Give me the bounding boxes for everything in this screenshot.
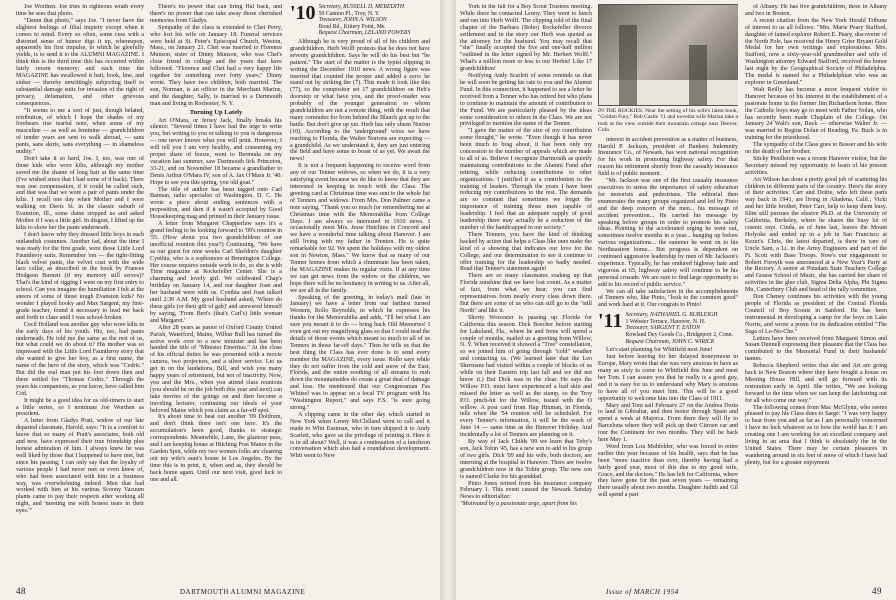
rockies-photo [598,4,738,106]
paragraph: A letter from Margaret Chapperlaw says it's a grand feeling to be looking forward to '09's reunion in '55. (How about you two grandchildren of our unofficial reunion this year?) Continuing, "We have as our guest for nine weeks Carl Sheldon's daughter Cynthia, who is a sophomore at Bennington College. Her course requires outside work to do, so she is with Time magazine at Rockefeller Center. She is a charming and lovely girl. We celebrated Chap's birthday on January 14, and our daughter Joan and her husband were with us. Cynthia and Joan talked until 2:30 A.M. My good husband asked, 'Where do these girls (or their gift of gab)' and answered himself by saying, 'From Bert's (that's Carl's) little woman and Margaret.' [150,221,282,324]
class-1910-notes [290,39,430,460]
paragraph: Art Wilson has done a pretty good job of scattering his children in different parts of the country. Here's the story of their activities: Carr and Dottie, who left these parts way back in 1941, are living in Altadena, Calif.; Vicki and her little brother, Peter Carr, help to keep them busy. Slim still pursues the elusive Ph.D. at the University of California, Berkeley, where he shares the busy lot of cosmic rays. Cinda, as of June last, leaves the Mount Holyoke and ended up in a job in San Francisco at Kezer's. Chris, the latest departed, is there in care of Uncle Sam, a Lt. in the Army Engineers and part of the Ft. Scott with Base Troops. Now's our engagement to Robert Forsyth was announced at a New Year's Party at the Rectory. A senior at Potsdam State Teachers College and Grasse School of Music, she has carried her share of activities in the glee club, Sigma Delta Alpha, Phi Sigma Mu, Canterbury Club and head of the rally committee. [745,176,887,294]
right-footer [872,586,882,596]
paragraph: A clipping came in the other day which started in New York when Lenny McClelland went to call and it made to Whit Eastman, who in turn shipped it to Andy Scarlett, who gave us the privilege of printing it. Here it is in all about? Well, it was a continuation of a luncheon conversation which also had a roundabout development. Whit went to New [290,411,430,460]
paragraph: Don't take it so hard, Joe. I, too, was one of those kids who wore kilts, although my mother saved me the shame of long hair at the same time (I've wished since that I had some of it back). There was one compensation, if it could be called such, and that was that we wore a pair of pants under the kilts. I recall one day when Mother and I were walking on Davis St. in the classic suburb of Evanston, Ill., some dame stopped us and asked Mother if I was a little girl. In disgust, I lifted up the kilts to show her the pants underneath. [16,155,144,231]
paragraph: Pinto Jones retired from his insurance company February 1. This event caused the Newark Sunday News to editorialize: [460,480,592,501]
paragraph: Rebecca Shepherd writes that she and Art are going back to New Boston where they have bought a house on Meeting House Hill, and will go forward with its restoration early in April. She writes, "We are looking forward to the time when we can keep the latchstring out for all who come our way." [745,363,887,404]
left-column-3 [290,4,430,580]
paragraph: Walt Reilly has become a more frequent visitor to Hanover because of his interest in the establishment of a pastorate home in the former Jim Richardson home. Here the Catholic boys may go to meet with Father Nolan, who has recently been made Chaplain of the College. On January 24 Walt's son, Buck — otherwise Walter Jr. — was married to Regina Dolan of Reading, Pa. Buck is in training for the priesthood. [745,86,887,142]
photo-caption: IN THE ROCKIES: Near the setting of his wife's latest book, "Golden Fury," Bob Castle '11 and novelist wife Marian take a look at the view outside their mountain cottage near Denver, Colo. [598,108,738,134]
class-year-1911: '11 [598,310,623,333]
right-column-2 [598,4,738,580]
paragraph: "It seems to me a sort of just, though belated, retribution, of which I hope the shades of my forebears rise tearful note, when some of my masculine — as well as feminine — grandchildren of tender years are sent to walk abroad, — sans pants, sans skirts, sans everything — in shameless nudity." [16,107,144,156]
paragraph: A recent citation from the New York Herald Tribune of interest to us all follows: "Mrs. Marie Peary Stafford, daughter of famed explorer Robert E. Peary, discoverer of the North Pole, has received the Henry Grier Bryant Gold Medal for her own writings and explorations. Mrs. Stafford, now a sixty-year-old grandmother and wife of Washington attorney Edward Stafford, received the honor last night by the Geographical Society of Philadelphia. The medal is named for a Philadelphian who was an explorer in Greenland." [745,17,887,86]
paragraph: There are so many classmates soaking up that Florida sunshine that we have lost count. As a matter of fact, from what we hear, you can find representatives from nearly every class down there. But there are some of us who can still go to the "still North" and like it. [460,273,592,314]
issue-footer: Issue of MARCH 1954 [606,588,679,596]
right-page [456,0,896,600]
left-column-1 [16,4,144,580]
paragraph: "Mr. Jackson was one of the first casualty insurance executives to stress the importance of safety education for motorists and pedestrians. The editorial then enumerates the many groups organized and led by Pinto and the deep concern of the men... his message of accident prevention... He carried his message by speaking before groups in order to promote his safety ideas. Pointing to the accelerated urging he went out, sometimes twelve months in a year... hanging up before various organizations... the summer he went on to his Northeastern home... But progress is dependent on continued aggressive leadership by men of Mr. Jackson's experience. Typically, he has endured highway hate and vigorous at 65, highway safety will continue to be his personal crusade. We are sure to find large opportunity to add to his record of public service." [598,178,738,288]
left-footer [16,586,26,596]
paragraph: interest in accident prevention as a matter of business, Harold P. Jackson, president of Bankers Indemnity Insurance Co., of Newark, has won national recognition for his work in promoting highway safety. For that reason his retirement shortly from the casualty insurance field is of public moment. [598,136,738,178]
page-number-right: 49 [872,586,882,596]
class-1910-header [290,4,430,37]
paragraph: The title of author has been tagged onto Carl Batman, radio specialist of Washington, D. C. He wrote a piece about ending sentences with a preposition, and darn if it wasn't accepted by Good Housekeeping mag and printed in their January issue. [150,186,282,221]
paragraph: Art O'Mara, or Jersey Jack, finally breaks his silence: "Several times I have had the urge to write you, but writing to you or talking to you is dangerous — one never knows what you will print. However, I will tell you I am very healthy, and consuming my proper share of booze, went to Bermuda on my vacation last summer, saw Dartmouth lick Princeton, 33-21, and on November 18 became a grandfather to Denis Arthur O'Mara IV, son of A. Jax O'Mara Jr. '40. Hope to see you this spring, you old goat." [150,117,282,186]
page-number-left: 48 [16,586,26,596]
paragraph: Sympathy of the class is extended to Chet Perry, who lost his wife on January 18. Funeral services were held at St. Peter's Episcopal Church, Weston, Mass., on January 21. Chet was married to Florence Munson, sister of Dinny Munson, who was Chet's close friend in college and the years that have followed. "Florence and Chet had a very happy life together for something over forty years," Dinny wrote. They have two children, both married. The son, Norman, is an officer in the Merchant Marine, and the daughter, Sally, is married to a Dartmouth man and living in Rochester, N. Y. [150,24,282,107]
paragraph: It's about time to beat out another '09 Doldrum, and don't think there isn't one here. It's the accumulation's been good, thanks to strategic correspondents. Meanwhile, Lane, the glamour puss, and I are keeping house at Hitching Post Manor in the Garden Spot, while my two women folks are cleaning out my wife's aunt's house in Los Angeles. By the time this is in print, it, when and as, they should be back home again. Until our next visit, good luck to one and all. [150,414,282,483]
paragraph: It might be a good idea for us old-timers to start a little series, so I nominate Joe Worthen as president. [16,397,144,418]
paragraph: "I gave the matter of the size of my contribution some thought," he wrote. "Even though it has never been much to brag about, it has been only my concession to the number of appeals which are made to all of us. Believe I recognize Dartmouth as quietly maintaining contributions to the Alumni Fund after retiring, while reducing contributions to other organizations. I justified it as a contribution to the training of leaders. Through the years I have been reducing my contributions to the rest. The demands are so constant that sometimes we forget the importance of training those men capable of leadership. I feel that an adequate supply of good leadership there may actually be a reduction of the number of the handicapped in our society." [460,128,592,231]
paragraph: Sticky Pendleton was a recent Hanover visitor, but the Secretary missed my opportunity to learn of his present activities. [745,155,887,176]
class-1911-officers: Secretary, NATHANIEL G. BURLEIGH 1 Webster Terrace, Hanover, N. H. Treasurer, SARGENT F. EATON Rowland Dey Goods Co., Bridgeport 2, Conn. Bequest Chairman, JOHN C. WIRICK [625,312,734,345]
paragraph: Mary and Tom sail February 27 on the Andrea Doria to land in Gibraltar, and then motor through Spain and spend a week at Majorca. From there they will fly to Barcelona where they will pick up their Citroen car and tour the Continent for two months. They will be back here May 1. [598,402,738,444]
paragraph: It is not a frequent happening to receive word from any of our Tenner widows, so when we do, it is a very satisfying event because we do like to know that they are interested in keeping in touch with the Class. The greeting card at Christmas time was sent to the whole list of Tenners and widows. From Mrs. Don Palmer came a note saying, "Thank you so much for remembering me at Christmas time with the Memorabilia from College Days. I am always so interested in 1910 news. I occasionally meet Mrs. Jesse Hutchins in Concord and we have a wonderful time talking about Hanover. I am still living with my father in Trenton. He is quite remarkable for 92. We spent the holidays with my oldest son in Newton, Mass." We know that as many of our Tenner homes from which a chummate has been taken, the MAGAZINE makes its regular visits. If at any time we can get news from the widow or the children, we hope there will be no hesitancy in writing to us. After all, we are all in the family. [290,163,430,294]
paragraph: Don Cheney continues his activities with the young people of Florida as president of the Central Florida Council of Boy Scouts in Sanford. He has been instrumental in developing a camp for the boys on Lake Norris, and wrote a poem for its dedication entitled "The Saga of Lo-No-Che." [745,294,887,335]
paragraph: Just before leaving for her delayed honeymoon in Europe, Mary wrote that she was very anxious to have as many as sixty to come to Whitfield this June and meet her Tom. I can assure you that he really is a good guy, and it is easy for us to understand why Mary is anxious to have all of you meet him. This will be a good opportunity to welcome him into the Class of 1911. [598,354,738,402]
paragraph: Notifying Andy Scarlett of some reminds us that he will soon be getting his rate to you and the Alumni Fund. In this connection, it happened to see a letter he received from a Tenner who has retired but who plans to continue to maintain the amount of contribution to the Fund. We are particularly pleased by the ideas some consideration to others in the Class. We are not privileged to mention the name of the Tenner. [460,73,592,128]
footnote: "Motivated by a passionate urge, apart from his [460,501,577,508]
section-heading: Turning Up Lately [189,108,243,116]
paragraph: "Damn that photo," says Joe. "I never have the slightest feelings of filial impiety except when it comes to mind. Every so often, some cuss with a distorted sense of humor digs it up, whereupon, apparently his first impulse, to which he gleefully yields, is to send it to the ALUMNI MAGAZINE. I think this is the third time this has occurred within fairly recent memory; and each time the MAGAZINE has swallowed it bait, hook, line, and sinker — thereby unwittingly subjecting itself to substantial damage suits for invasion of the right of privacy, defamation, and other grievous consequences. [16,17,144,107]
right-column-1 [460,4,592,580]
paragraph: The following comes from Mac McGlynn, who seems pleased to pay his Class dues to Sarge: "I was very happy to hear from you and as far as I am personally concerned I have no kick whatever as to how the world has it: I am creating one I am working for an excellent company and living in an area that I think is absolutely the in the United States. There may be certain pleasures in wandering around in six feet of snow of which I have had plenty, but for a greater enjoyment [745,404,887,466]
page-gutter [440,0,456,600]
paragraph: By way of Jack Childs '09 we learn that Toby's son, Jack Tobin '45, has a new son to add to his group of two girls. Dick '09 and his wife, both doctors, are interning at the hospital in Hanover. There are twelve grandchildren now in the Tobin group. The new son is named Clarke for his granddad. [460,439,592,480]
paragraph: Although he is very proud of all of his children and grandchildren, Herb Wolff protests that he does not have seventy grandchildren. Says he will do his best but "be patient." The start of the matter is the typist slipping in writing the December 1910 news. A wrong figure was inserted that counted the proper and added a zero: he stand out by striking the (7). This made it look like this (77), so the compositor set 17 grandchildren on Heb's doorstep or what have you, and the proof-reader was probably of the younger generation to whom grandchildren are not a remote thing, with the result that many comrades for from behind the Blanch got up to the battle. But don't give up yet. Herb has only sheen Norton (10). According to the 'underground' wires we have reaching to Florida, the Walter Nortons are expecting — a grandchild. As we understand it, they are just entering the field and have some to boast of as yet. We await the news! [290,38,430,163]
paragraph: A letter from Gladys Pratt, widow of our late departed classmate, Harold, says: "It is a comfort to know that so many of Pratt's associates, both old and new, have expressed their true friendship plus honest admiration of him. I always knew he was well liked by those that I happened to have met, but since his passing, I can only say that the loyalty of various people I had never met or even knew of, who had been associated with him in a business way, was overwhelming indeed. Men that had worked with him at his various Scoony Vacuum plants came to pay their respects after working all night, and 'meeting me with honest tears in their eyes.'" [16,418,144,515]
paragraph: The sympathy of the Class goes to Bosser and his wife on the death of her brother. [745,142,887,156]
paragraph: Shorty Worcester is passing up Florida for California this season. Dick Beecher before starting for Lakeland, Fla., where he and Irene will spend a couple of months, mailed us a greeting from Willow, N. Y. When received it showed a "Tree" constellation, so we joined him of going through "cold" weather and contacting us. (We learned later that the Leo Shermans had visited within a couple of blocks of us while on their Eastern trip last fall and we did not know it.) But Dick was in the clear. He says the Willow P.O. must have experienced a bad skin and missed the letter as well as the stamp, so the Troy P.O. pinch-hit for the Willow, issued with the O willow. A post card from Hap Hinman, in Florida, tells when the '54 reunion will be scheduled. For every Tenner's information, it will be the week of June 14 — same time as the Hanover Holiday. And incidentally a lot of Tenners are planning on it. [460,314,592,439]
left-column-2 [150,4,282,580]
class-year-1910: '10 [290,4,316,24]
paragraph: There Tenners, you have the kind of thinking backed by action that helps a Class like ours make the kind of a showing that indicates our love for the College, and our determination to see it continue to offer training for the leadership so badly needed. Read that Tenner's statement again! [460,231,592,273]
paragraph: I don't know why they dressed little boys in such outlandish costumes. Another fad, about the time I was ready for the first grade, were those Little Lord Fauntleroy suits. Remember 'em — the tight-fitting black velvet pants, the velvet coat with the wide lace collar, as described in the book by Frances Hodgson Burnett (if my memory still serves)? That's the kind of rigging I went on my first entry to school. Can you imagine the humiliation I felt at the sneers of some of those tough Evanston kids? No wonder I played hooky and Max Sargent, my first-grade teacher, found it necessary to lead me back and forth to class until I was school-broken. [16,231,144,321]
paragraph: Joe Worthen. Joe tries in righteous wrath every time he sees that photo. [16,4,144,17]
class-1911-header [598,312,738,345]
paragraph: of Albany. He has five grandchildren, three in Albany and two in Boston. [745,4,887,17]
paragraph: York in the fall for a Boy Scout Trustees meeting. While there he contacted Lenny. They went to lunch and ran into Herb Wolff. The clipping told of the final chapter of the Barbara (Bobo) Rockefeller divorce settlement and in the story our Herb was quoted as the attorney for the husband. You may recall that "she" finally accepted the five and one-half million "outlined in the letter signed by Mr. Herbert Wolff." What's a million more or less to our Herbie! Like 17 grandchildren! [460,4,592,73]
paragraph: Word from Lou Muhfelder, who was forced to retire earlier this year because of his health, says that he has been "more inactive than ever, thereby having had a fairly good year, most of this due to my good wife, Grace, and the doctors." He has left for California, where they have gone for the past seven years — remaining there usually about two months. Daughter Judith and Gil will spend a part [598,443,738,499]
paragraph: After 28 years as pastor of Oxford County United Parish, Waterford, Maine, Wilbur Bull has turned the active work over to a new minister and has been handed the title of "Minister Emeritus." At the close of his official duties he was presented with a movie camera, two projectors, and a silver service. Let us get in on the laudations, Bill, and wish you many happy years of retirement, but not of inactivity. Now, you and the Mrs., when you attend class reunions (you should be on the job both this year and next) can take movies of the goings on and then become a traveling lecturer, continuing our ideals of your beloved Maine which you claim as a far-off spot. [150,324,282,414]
paragraph: Speaking of the greeting, in today's mail (late in January) we have a letter from our farthest turned Western, Rollo Reynolds, in which he expresses his thanks for the Memorabilia and adds, "I'll bet what I am sure you meant it to do — bring back Old Memories! I even got out my magnifying glass so that I could read the details of those events which meant so much to all of us Tenners in those far-off days." Then he tells us that the best thing the Class has ever done is to send every member the MAGAZINE, every issue. Rollo says while they do not suffer from the cold and snow of the East, Florida, and the entire soothing of all streams to rush down the mountainsides do create a great deal of damage and loss. He mentioned that our Congressman Fas Whitsel was to appear on a local TV program with his "Washington Report," and says F.S. "is sure going strong." [290,294,430,411]
magazine-title-footer: DARTMOUTH ALUMNI MAGAZINE [180,588,306,596]
paragraph: Cecil Holland was another guy who wore kilts in the early days of his youth. His, too, had pants underneath. He told me the same as the rest of us, but what could we do about it? His mother was so impressed with the Little Lord Fauntleroy story that she wanted to give her boy, as a first name, the name of the hero of the story, which was "Cedric." But did the real man put his foot down then and there settled for "Thomas Cedric." Through the years his companions, as you know, have called him Ced. [16,321,144,397]
paragraph: We can all take satisfaction in the accomplishments of Tenners who, like Pinto, "look to the common good" and work hard at it. Our congrats to Pinto! [598,288,738,309]
paragraph: Let's start planning for Whitfield next June! [606,347,713,354]
paragraph: There's no power that can bring Hal back, and there's no power that can take away those cherished memories from Gladys. [150,4,282,24]
left-page [0,0,440,600]
paragraph: Letters have been received from Margaret Simon and Susan Dunnell expressing their pleasure that the Class has contributed to the Memorial Fund in their husbands' names. [745,335,887,363]
right-column-3 [745,4,887,580]
class-1910-officers: Secretary, RUSSELL D. MEREDITH 50 Cannon Pl., Troy, N. Y. Treasurer, JOHN A. WILSON Bond Rd., Kittery Point, Me. Bequest Chairman, LELAND POWERS [318,4,411,37]
